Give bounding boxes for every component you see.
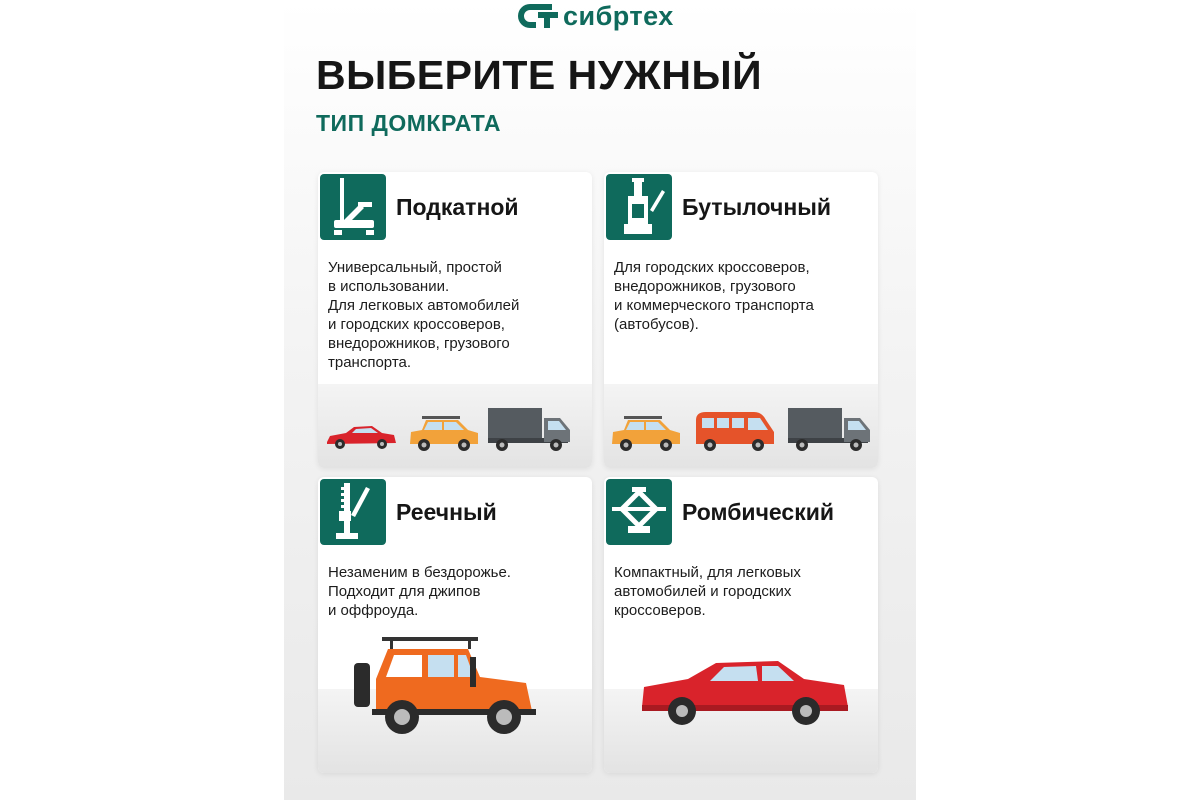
card-description (328, 563, 586, 620)
poster (284, 0, 916, 800)
page-subtitle: ТИП ДОМКРАТА (316, 110, 501, 136)
description-line: внедорожников, грузового (328, 335, 510, 352)
sedan-illustration (324, 422, 398, 452)
sedan-illustration (638, 655, 854, 733)
card-title: Реечный (396, 499, 497, 525)
description-line: в использовании. (328, 278, 450, 295)
description-line: Универсальный, простой (328, 259, 502, 276)
truck-illustration (486, 404, 574, 454)
rack-jack-icon (320, 479, 386, 545)
description-line: внедорожников, грузового (614, 278, 796, 295)
vehicle-strip (318, 384, 592, 468)
card-title: Подкатной (396, 194, 519, 220)
brand-logo (516, 0, 674, 32)
description-line: Незаменим в бездорожье. (328, 564, 511, 581)
card-description (614, 563, 872, 620)
description-line: автомобилей и городских (614, 583, 792, 600)
jeep-illustration (350, 633, 544, 741)
brand-logo-icon (516, 2, 560, 30)
description-line: (автобусов). (614, 316, 699, 333)
suv-illustration (608, 414, 684, 454)
bottle-jack-icon (606, 174, 672, 240)
brand-name: сибртех (563, 1, 674, 31)
description-line: и коммерческого транспорта (614, 297, 814, 314)
scissor-jack-icon (606, 479, 672, 545)
card-description (328, 258, 586, 372)
vehicle-strip (604, 384, 878, 468)
truck-illustration (786, 404, 874, 454)
description-line: Компактный, для легковых (614, 564, 801, 581)
page-title: ВЫБЕРИТЕ НУЖНЫЙ (316, 52, 763, 98)
description-line: и городских кроссоверов, (328, 316, 505, 333)
suv-illustration (406, 414, 482, 454)
description-line: Для городских кроссоверов, (614, 259, 810, 276)
description-line: кроссоверов. (614, 602, 706, 619)
description-line: Подходит для джипов (328, 583, 481, 600)
floor-jack-icon (320, 174, 386, 240)
card-description (614, 258, 872, 334)
jack-card-floor (318, 172, 592, 468)
minibus-illustration (692, 408, 778, 454)
description-line: Для легковых автомобилей (328, 297, 520, 314)
description-line: и оффроуда. (328, 602, 419, 619)
description-line: транспорта. (328, 354, 412, 371)
jack-card-scissor (604, 477, 878, 773)
jack-card-rack (318, 477, 592, 773)
jack-card-bottle (604, 172, 878, 468)
card-title: Ромбический (682, 499, 834, 525)
card-title: Бутылочный (682, 194, 832, 220)
